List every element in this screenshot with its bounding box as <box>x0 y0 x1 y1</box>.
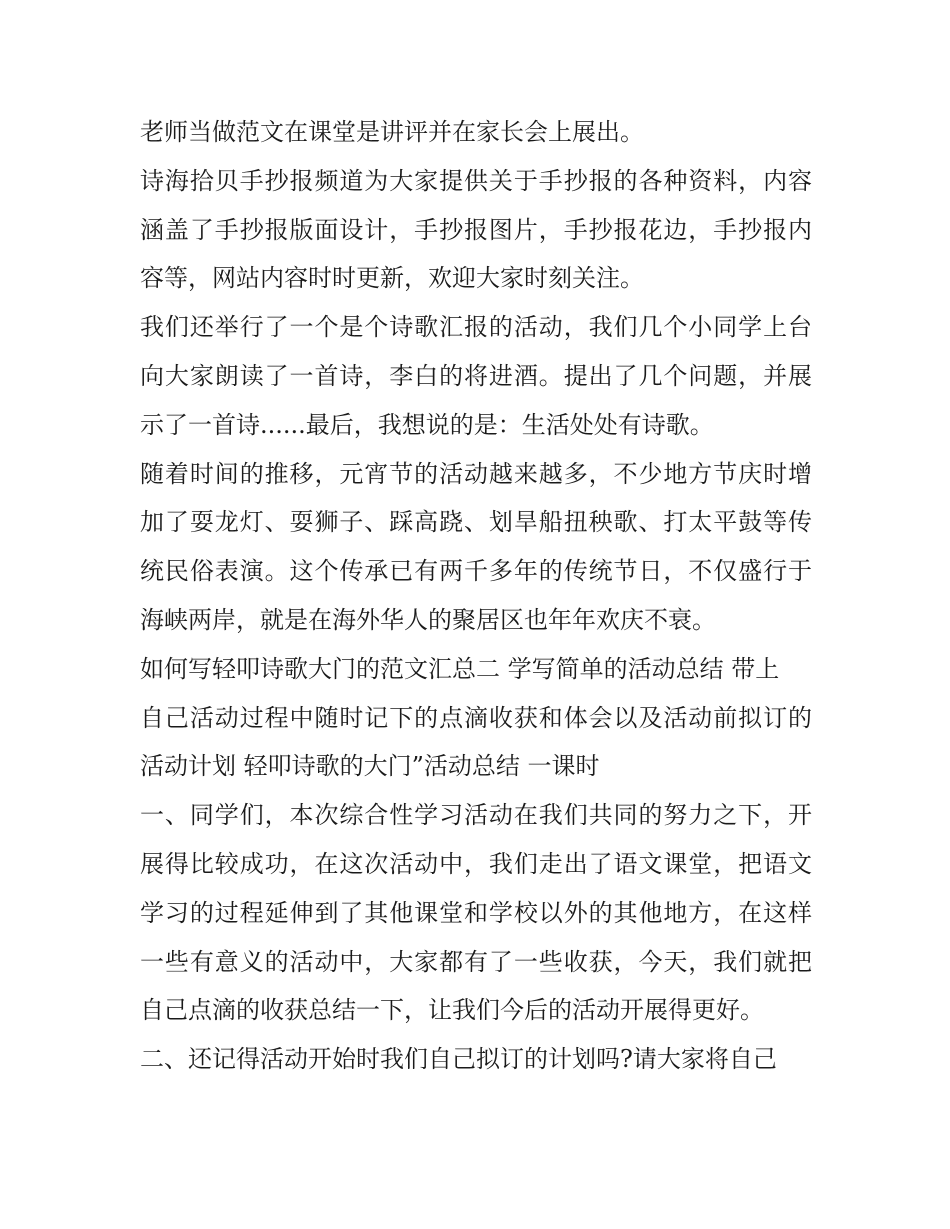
text-line: 示了一首诗......最后，我想说的是：生活处处有诗歌。 <box>140 410 714 439</box>
paragraph <box>140 645 812 791</box>
text-line: 展得比较成功，在这次活动中，我们走出了语文课堂，把语文 <box>140 849 812 878</box>
text-line: 自己活动过程中随时记下的点滴收获和体会以及活动前拟订的 <box>140 703 812 732</box>
text-line: 活动计划 轻叩诗歌的大门”活动总结 一课时 <box>140 752 600 781</box>
text-line: 如何写轻叩诗歌大门的范文汇总二 学写简单的活动总结 带上 <box>140 654 780 683</box>
paragraph <box>140 1035 812 1084</box>
text-line: 涵盖了手抄报版面设计，手抄报图片，手抄报花边，手抄报内 <box>140 215 812 244</box>
paragraph <box>140 157 812 303</box>
text-line: 随着时间的推移，元宵节的活动越来越多，不少地方节庆时增 <box>140 459 812 488</box>
text-line: 海峡两岸，就是在海外华人的聚居区也年年欢庆不衰。 <box>140 605 716 634</box>
paragraph <box>140 791 812 1035</box>
text-line: 一些有意义的活动中，大家都有了一些收获，今天，我们就把 <box>140 947 812 976</box>
document-body <box>140 108 812 1084</box>
text-line: 我们还举行了一个是个诗歌汇报的活动，我们几个小同学上台 <box>140 313 812 342</box>
text-line: 容等，网站内容时时更新，欢迎大家时刻关注。 <box>140 264 644 293</box>
text-line: 老师当做范文在课堂是讲评并在家长会上展出。 <box>140 118 644 146</box>
text-line: 自己点滴的收获总结一下，让我们今后的活动开展得更好。 <box>140 996 764 1025</box>
text-line: 统民俗表演。这个传承已有两千多年的传统节日，不仅盛行于 <box>140 557 812 586</box>
text-line: 加了耍龙灯、耍狮子、踩高跷、划旱船扭秧歌、打太平鼓等传 <box>140 508 812 537</box>
text-line: 一、同学们，本次综合性学习活动在我们共同的努力之下，开 <box>140 801 812 830</box>
text-line: 二、还记得活动开始时我们自己拟订的计划吗?请大家将自己 <box>140 1045 777 1074</box>
paragraph <box>140 108 812 157</box>
text-line: 向大家朗读了一首诗，李白的将进酒。提出了几个问题，并展 <box>140 361 812 390</box>
text-line: 学习的过程延伸到了其他课堂和学校以外的其他地方，在这样 <box>140 898 812 927</box>
text-line: 诗海拾贝手抄报频道为大家提供关于手抄报的各种资料，内容 <box>140 166 812 195</box>
paragraph <box>140 450 812 645</box>
paragraph <box>140 303 812 449</box>
